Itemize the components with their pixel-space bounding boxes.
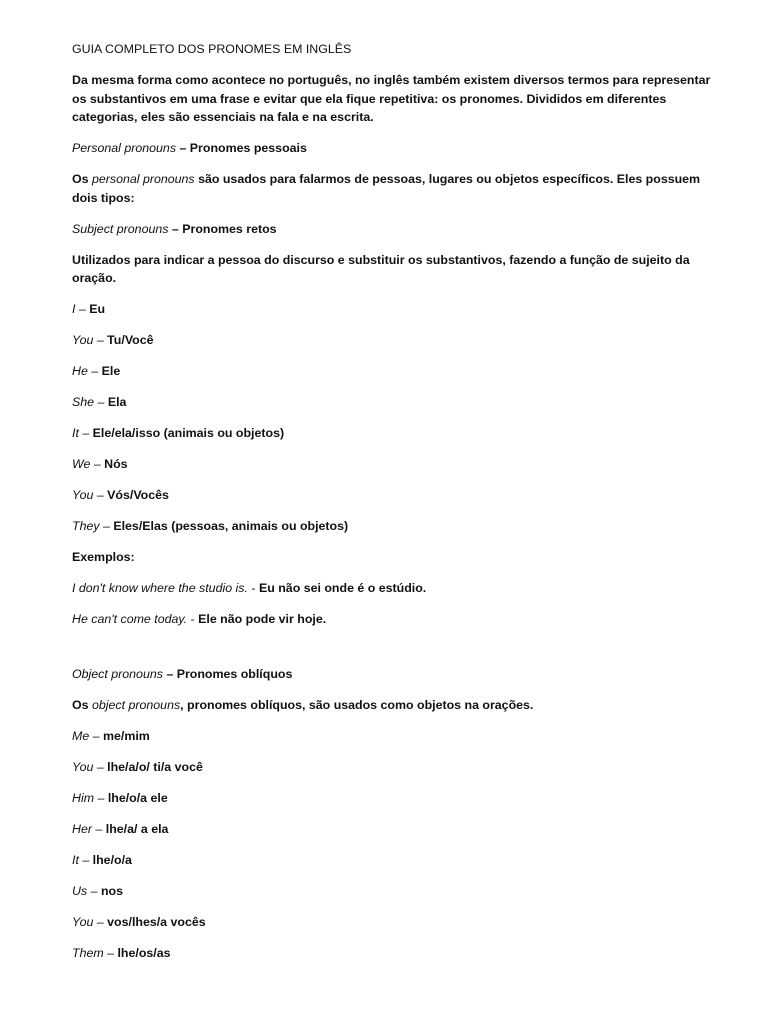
section-spacer <box>72 641 722 665</box>
pronoun-en: We <box>72 457 91 472</box>
example-en: He can't come today. <box>72 612 188 627</box>
list-item <box>72 882 722 901</box>
example-pt: Ele não pode vir hoje. <box>198 612 327 627</box>
pronoun-pt: lhe/os/as <box>117 945 171 960</box>
list-item <box>72 727 722 746</box>
document-title: GUIA COMPLETO DOS PRONOMES EM INGLÊS <box>72 42 352 56</box>
list-item <box>72 517 722 536</box>
pronoun-en: You <box>72 333 94 348</box>
separator: – <box>78 426 93 441</box>
personal-desc-c: são usados para falarmos de pessoas, lugares ou objetos específicos. Eles possuem dois tipos: <box>72 172 701 205</box>
example-item <box>72 579 722 598</box>
example-en: I don't know where the studio is. <box>72 581 248 596</box>
pronoun-pt: Nós <box>104 457 128 472</box>
examples-label: Exemplos: <box>72 550 135 565</box>
separator: – <box>87 364 102 379</box>
pronoun-en: They <box>72 519 100 534</box>
separator: – <box>89 729 103 744</box>
separator: – <box>103 945 118 960</box>
pronoun-pt: Ele/ela/isso (animais ou objetos) <box>92 426 285 441</box>
list-item <box>72 820 722 839</box>
document-page <box>72 40 722 975</box>
object-desc-b: object pronouns <box>91 698 181 713</box>
personal-pronouns-heading <box>72 139 722 158</box>
list-item <box>72 944 722 963</box>
pronoun-en: I <box>72 302 76 317</box>
list-item <box>72 393 722 412</box>
list-item <box>72 300 722 319</box>
list-item <box>72 758 722 777</box>
pronoun-en: Us <box>72 884 88 898</box>
subject-pronouns-description: Utilizados para indicar a pessoa do discurso e substituir os substantivos, fazendo a função de sujeito da oração. <box>72 252 690 286</box>
separator: – <box>93 914 108 929</box>
pronoun-en: It <box>72 853 79 868</box>
list-item <box>72 362 722 381</box>
subject-heading-en: Subject pronouns <box>72 221 169 236</box>
pronoun-en: Her <box>72 822 92 837</box>
object-pronoun-list <box>72 727 722 962</box>
pronoun-pt: lhe/a/o/ ti/a você <box>107 760 203 775</box>
pronoun-en: Me <box>72 729 90 744</box>
separator: – <box>90 457 105 472</box>
object-desc-c: , pronomes oblíquos, são usados como objetos na orações. <box>180 698 534 713</box>
separator: – <box>91 822 106 837</box>
separator: – <box>94 395 108 410</box>
pronoun-pt: me/mim <box>103 729 150 744</box>
object-heading-en: Object pronouns <box>72 667 163 682</box>
subject-pronoun-list <box>72 300 722 535</box>
list-item <box>72 851 722 870</box>
separator: – <box>93 488 108 503</box>
intro-paragraph: Da mesma forma como acontece no português, no inglês também existem diversos termos para representar os substantivos em uma frase e evitar que ela fique repetitiva: os pronomes. Divididos em diferentes categorias, eles são essenciais na fala e na escrita. <box>72 72 711 125</box>
example-item <box>72 610 722 629</box>
pronoun-pt: lhe/a/ a ela <box>105 822 169 837</box>
separator: – <box>93 333 108 348</box>
pronoun-pt: lhe/o/a <box>92 853 132 868</box>
personal-heading-en: Personal pronouns <box>72 141 177 156</box>
subject-pronouns-heading <box>72 220 722 239</box>
personal-desc-a: Os <box>72 172 92 187</box>
pronoun-pt: Tu/Você <box>107 333 154 348</box>
subject-heading-pt: – Pronomes retos <box>168 221 277 236</box>
pronoun-pt: Ela <box>107 395 127 410</box>
pronoun-pt: Eu <box>89 302 106 317</box>
separator: – <box>94 791 108 806</box>
separator: - <box>187 612 199 627</box>
pronoun-pt: Vós/Vocês <box>107 488 169 503</box>
example-pt: Eu não sei onde é o estúdio. <box>258 581 427 596</box>
separator: – <box>99 519 114 534</box>
list-item <box>72 331 722 350</box>
list-item <box>72 424 722 443</box>
pronoun-en: You <box>72 760 94 775</box>
pronoun-pt: nos <box>100 884 123 898</box>
list-item <box>72 455 722 474</box>
pronoun-pt: vos/lhes/a vocês <box>107 914 206 929</box>
separator: – <box>78 853 93 868</box>
list-item <box>72 789 722 808</box>
personal-pronouns-description <box>72 170 722 207</box>
pronoun-en: Them <box>72 945 104 960</box>
pronoun-pt: lhe/o/a ele <box>107 791 168 806</box>
object-heading-pt: – Pronomes oblíquos <box>162 667 293 682</box>
pronoun-pt: Eles/Elas (pessoas, animais ou objetos) <box>113 519 349 534</box>
pronoun-en: He <box>72 364 88 379</box>
pronoun-en: Him <box>72 791 95 806</box>
object-pronouns-heading <box>72 665 722 684</box>
list-item <box>72 913 722 932</box>
examples-list <box>72 579 722 629</box>
separator: – <box>93 760 108 775</box>
separator: – <box>75 302 90 317</box>
separator: – <box>87 884 101 898</box>
pronoun-en: She <box>72 395 95 410</box>
object-desc-a: Os <box>72 698 92 713</box>
pronoun-en: You <box>72 488 94 503</box>
personal-heading-pt: – Pronomes pessoais <box>176 141 307 156</box>
pronoun-pt: Ele <box>101 364 121 379</box>
pronoun-en: You <box>72 914 94 929</box>
pronoun-en: It <box>72 426 79 441</box>
object-pronouns-description <box>72 696 722 715</box>
separator: - <box>247 581 259 596</box>
list-item <box>72 486 722 505</box>
personal-desc-b: personal pronouns <box>91 172 195 187</box>
